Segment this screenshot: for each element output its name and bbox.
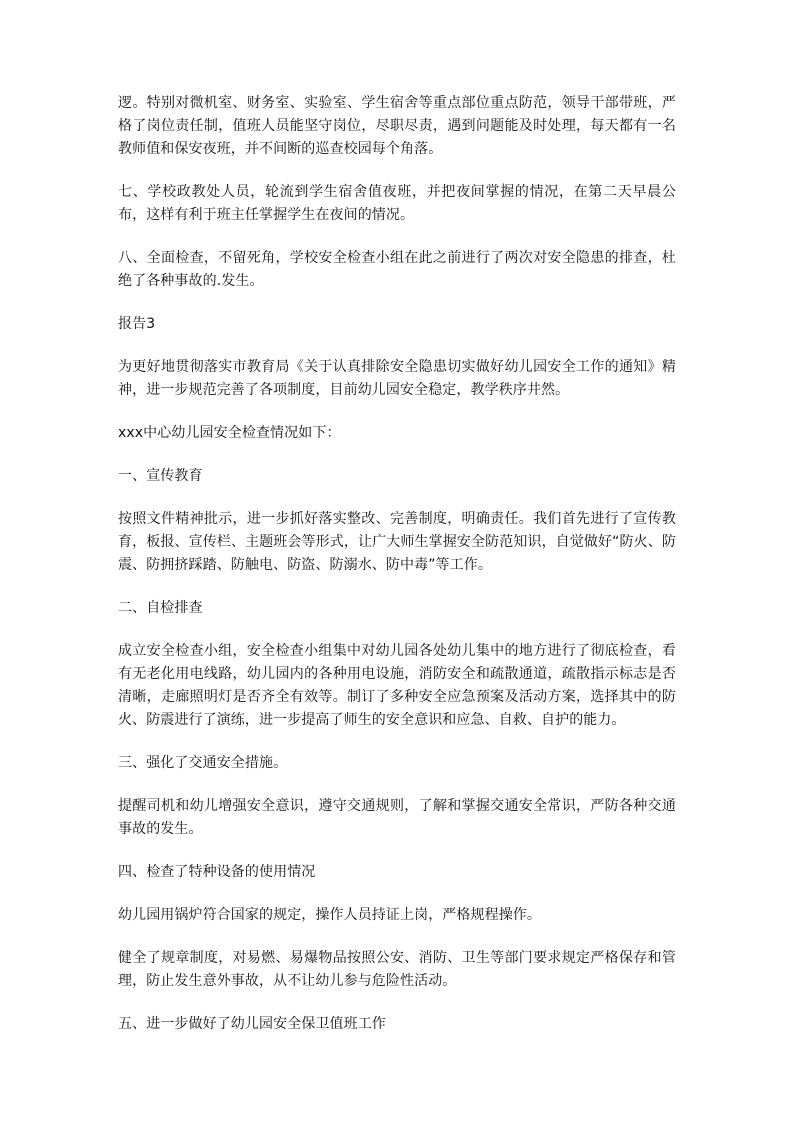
paragraph-inspection-summary: xxx中心幼儿园安全检查情况如下： (118, 425, 341, 441)
report-3-heading: 报告3 (118, 316, 156, 332)
section-heading-publicity: 一、宣传教育 (118, 468, 203, 484)
section-heading-self-check: 二、自检排查 (118, 600, 203, 616)
section-heading-equipment: 四、检查了特种设备的使用情况 (118, 864, 316, 880)
paragraph-traffic: 提醒司机和幼儿增强安全意识，遵守交通规则，了解和掌握交通安全常识，严防各种交通事故的发生。 (118, 798, 676, 837)
paragraph-rules: 健全了规章制度，对易燃、易爆物品按照公安、消防、卫生等部门要求规定严格保存和管理，防止发生意外事故，从不让幼儿参与危险性活动。 (118, 950, 676, 989)
paragraph-self-check: 成立安全检查小组，安全检查小组集中对幼儿园各处幼儿集中的地方进行了彻底检查，看有无老化用电线路，幼儿园内的各种用电设施，消防安全和疏散通道，疏散指示标志是否清晰，走廊照明灯是否齐全有效等。制订了多种安全应急预案及活动方案，选择其中的防火、防震进行了演练，进一步提高了师生的安全意识和应急、自救、自护的能力。 (118, 643, 676, 728)
paragraph-duty-patrol: 逻。特别对微机室、财务室、实验室、学生宿舍等重点部位重点防范，领导干部带班，严格了岗位责任制，值班人员能坚守岗位，尽职尽责，遇到问题能及时处理，每天都有一名教师值和保安夜班，并不间断的巡查校园每个角落。 (118, 95, 676, 157)
section-heading-traffic: 三、强化了交通安全措施。 (118, 755, 288, 771)
paragraph-publicity: 按照文件精神批示，进一步抓好落实整改、完善制度，明确责任。我们首先进行了宣传教育，板报、宣传栏、主题班会等形式，让广大师生掌握安全防范知识，自觉做好“防火、防震、防拥挤踩踏、防触电、防盗、防溺水、防中毒”等工作。 (118, 511, 676, 573)
paragraph-item-eight: 八、全面检查，不留死角，学校安全检查小组在此之前进行了两次对安全隐患的排查，杜绝了各种事故的.发生。 (118, 250, 676, 289)
paragraph-item-seven: 七、学校政教处人员，轮流到学生宿舍值夜班，并把夜间掌握的情况，在第二天早晨公布，这样有利于班主任掌握学生在夜间的情况。 (118, 184, 676, 223)
paragraph-report-intro: 为更好地贯彻落实市教育局《关于认真排除安全隐患切实做好幼儿园安全工作的通知》精神，进一步规范完善了各项制度，目前幼儿园安全稳定，教学秩序井然。 (118, 359, 676, 398)
section-heading-security-duty: 五、进一步做好了幼儿园安全保卫值班工作 (118, 1016, 386, 1032)
paragraph-boiler: 幼儿园用锅炉符合国家的规定，操作人员持证上岗，严格规程操作。 (118, 907, 541, 923)
